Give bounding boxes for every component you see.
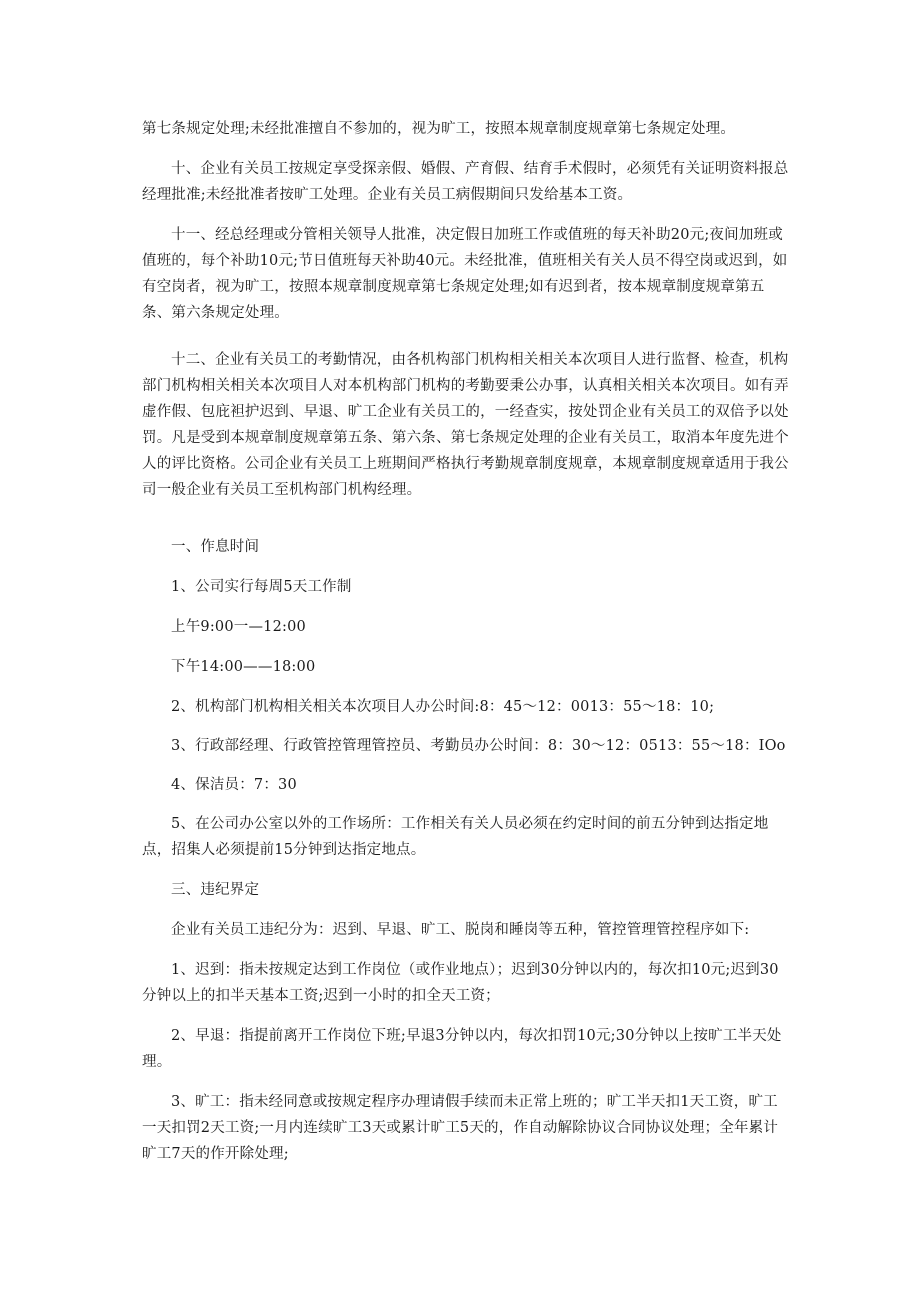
item-morning-hours: 上午9:00一—12:00 bbox=[171, 619, 306, 635]
item-admin-hours: 3、行政部经理、行政管控管理管控员、考勤员办公时间：8：30～12：0513：55～18：IOo bbox=[171, 738, 786, 754]
paragraph-clause-11: 十一、经总经理或分管相关领导人批准，决定假日加班工作或值班的每天补助20元;夜间加班或值班的，每个补助10元;节日值班每天补助40元。未经批准，值班相关有关人员不得空岗或迟到，如有空岗者，视为旷工，按照本规章制度规章第七条规定处理;如有迟到者，按本规章制度规章第五条、第六条规定处理。 bbox=[142, 227, 788, 321]
item-offsite-rules: 5、在公司办公室以外的工作场所：工作相关有关人员必须在约定时间的前五分钟到达指定地点，招集人必须提前15分钟到达指定地点。 bbox=[142, 816, 769, 858]
item-absence: 3、旷工：指未经同意或按规定程序办理请假手续而未正常上班的；旷工半天扣1天工资，旷工一天扣罚2天工资;一月内连续旷工3天或累计旷工5天的，作自动解除协议合同协议处理；全年累计旷工7天的作开除处理; bbox=[142, 1094, 779, 1162]
item-cleaner-hours: 4、保洁员：7：30 bbox=[171, 777, 297, 793]
paragraph-clause-12: 十二、企业有关员工的考勤情况，由各机构部门机构相关相关本次项目人进行监督、检查，机构部门机构相关相关本次项目人对本机构部门机构的考勤要秉公办事，认真相关相关本次项目。如有弄虚作假、包庇袒护迟到、早退、旷工企业有关员工的，一经查实，按处罚企业有关员工的双倍予以处罚。凡是受到本规章制度规章第五条、第六条、第七条规定处理的企业有关员工，取消本年度先进个人的评比资格。公司企业有关员工上班期间严格执行考勤规章制度规章，本规章制度规章适用于我公司一般企业有关员工至机构部门机构经理。 bbox=[142, 352, 789, 498]
paragraph-continuation: 第七条规定处理;未经批准擅自不参加的，视为旷工，按照本规章制度规章第七条规定处理。 bbox=[142, 121, 736, 137]
paragraph-clause-10: 十、企业有关员工按规定享受探亲假、婚假、产育假、结育手术假时，必须凭有关证明资料报总经理批准;未经批准者按旷工处理。企业有关员工病假期间只发给基本工资。 bbox=[142, 161, 789, 203]
violations-intro: 企业有关员工违纪分为：迟到、早退、旷工、脱岗和睡岗等五种，管控管理管控程序如下: bbox=[171, 922, 750, 938]
item-dept-head-hours: 2、机构部门机构相关相关本次项目人办公时间:8：45～12：0013：55～18：10; bbox=[171, 699, 715, 715]
item-early-leave: 2、早退：指提前离开工作岗位下班;早退3分钟以内，每次扣罚10元;30分钟以上按旷工半天处理。 bbox=[142, 1028, 782, 1070]
item-late: 1、迟到：指未按规定达到工作岗位（或作业地点）；迟到30分钟以内的，每次扣10元;迟到30分钟以上的扣半天基本工资;迟到一小时的扣全天工资； bbox=[142, 962, 779, 1004]
item-afternoon-hours: 下午14:00——18:00 bbox=[171, 659, 316, 675]
heading-violations: 三、违纪界定 bbox=[171, 882, 260, 898]
item-five-day-week: 1、公司实行每周5天工作制 bbox=[171, 579, 352, 595]
heading-work-hours: 一、作息时间 bbox=[171, 539, 260, 555]
